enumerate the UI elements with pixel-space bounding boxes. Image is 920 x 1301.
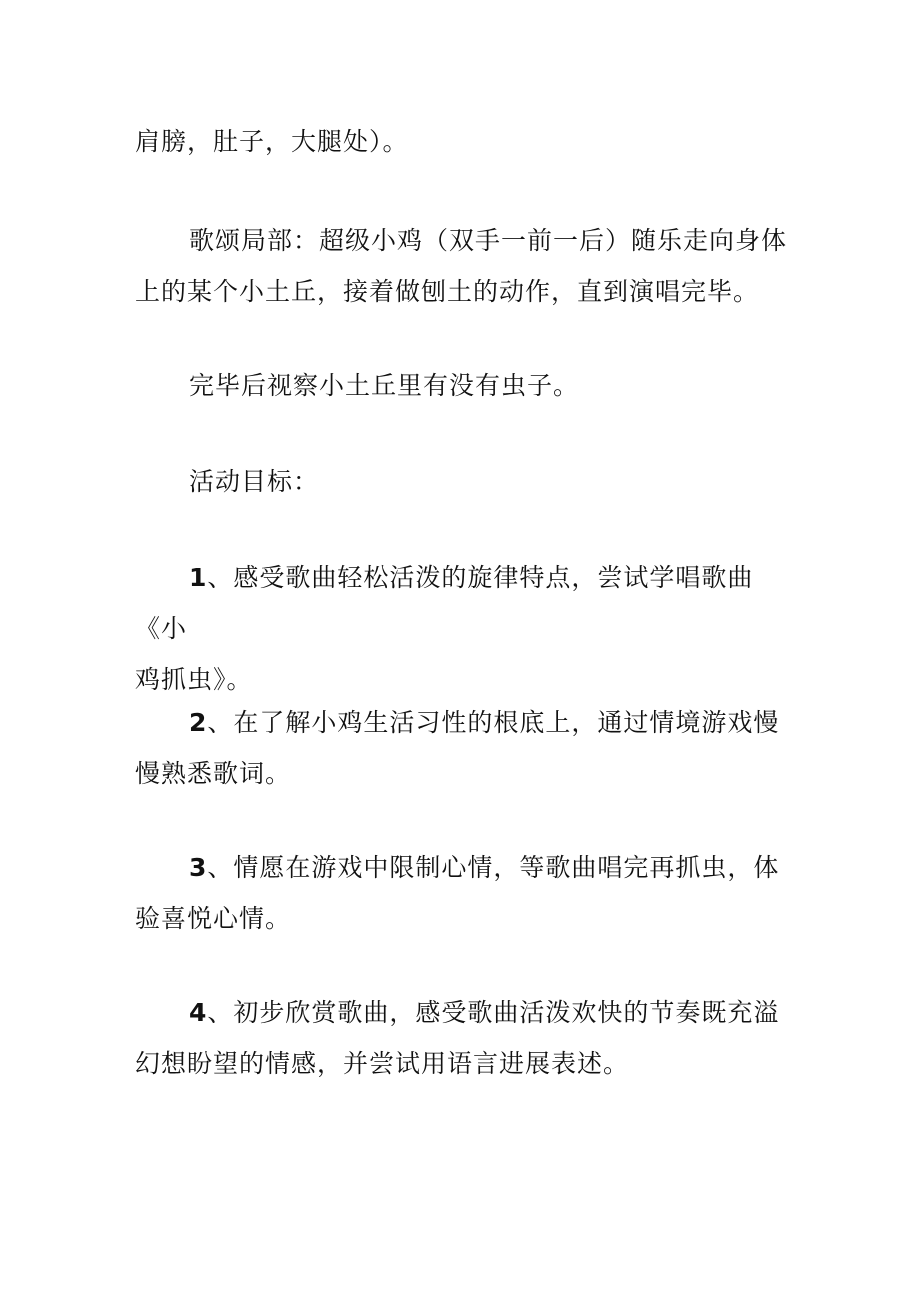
text-line: 幻想盼望的情感，并尝试用语言进展表述。 [135,1049,630,1078]
goal-number: 3 [189,853,208,882]
text-line: 肩膀，肚子，大腿处）。 [135,127,409,156]
goal-item-2 [135,697,795,799]
text-line: 上的某个小土丘，接着做刨土的动作，直到演唱完毕。 [135,277,760,306]
text-line: 活动目标： [189,467,320,496]
paragraph-singing-part [135,215,795,317]
text-line: 、感受歌曲轻松活泼的旋律特点，尝试学唱歌曲《小 [135,563,754,643]
text-line: 、在了解小鸡生活习性的根底上，通过情境游戏慢 [207,708,780,737]
goal-number: 4 [189,998,208,1027]
text-line: 鸡抓虫》。 [135,665,253,694]
text-line: 完毕后视察小土丘里有没有虫子。 [189,371,580,400]
paragraph-shoulders [135,116,795,167]
heading-activity-goals [135,456,795,507]
goal-item-4 [135,987,795,1089]
text-line: 验喜悦心情。 [135,904,292,933]
paragraph-check-bugs [135,360,795,411]
goal-item-3 [135,842,795,944]
goal-item-1 [135,552,795,705]
text-line: 、情愿在游戏中限制心情，等歌曲唱完再抓虫，体 [207,853,780,882]
text-line: 、初步欣赏歌曲，感受歌曲活泼欢快的节奏既充溢 [207,998,780,1027]
goal-number: 1 [189,563,208,592]
text-line: 慢熟悉歌词。 [135,759,292,788]
text-line: 歌颂局部：超级小鸡（双手一前一后）随乐走向身体 [189,226,788,255]
goal-number: 2 [189,708,208,737]
